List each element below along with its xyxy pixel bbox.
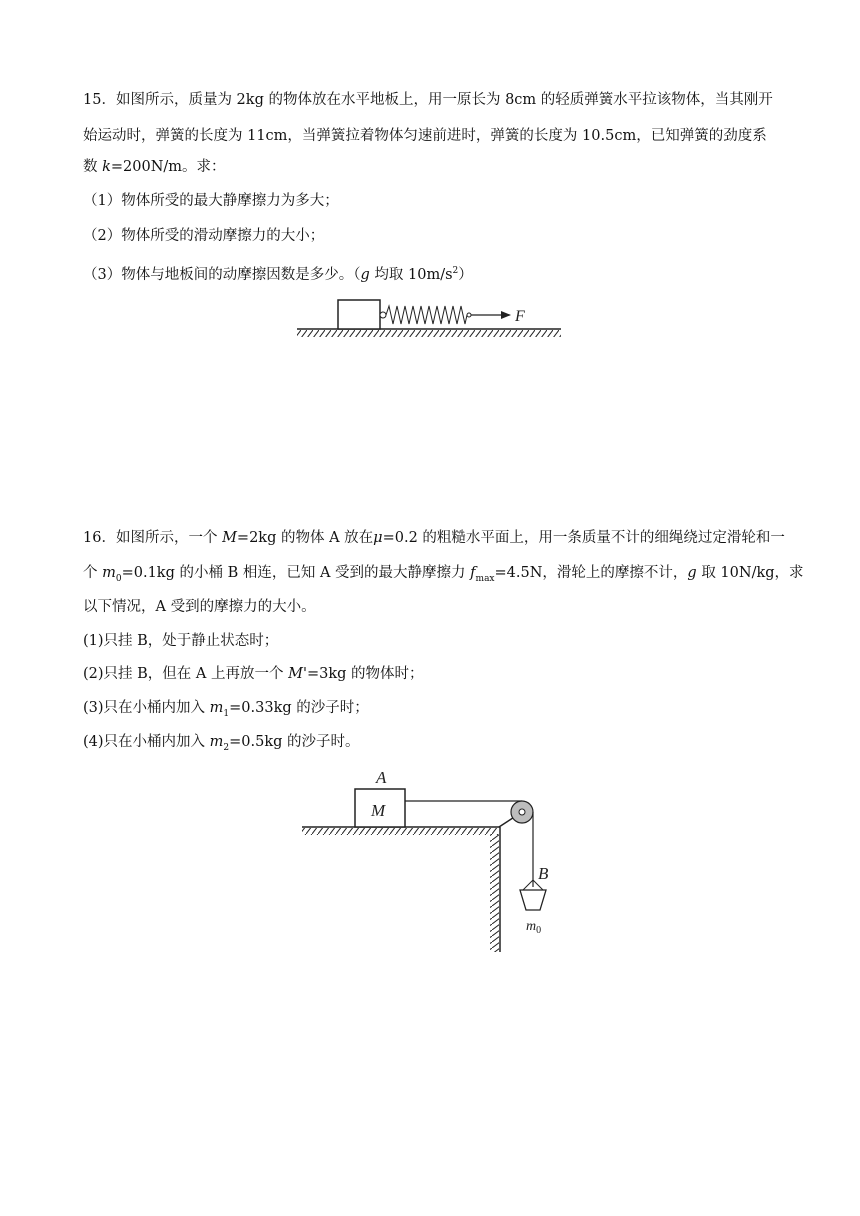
q16-m0-subscript: 0 xyxy=(115,573,122,584)
q16-part-4-b: =0.5kg 的沙子时。 xyxy=(229,734,360,750)
q16-line-2 xyxy=(83,563,804,589)
q15-spring-hook xyxy=(380,312,386,318)
q16-edge-hatch xyxy=(490,834,499,952)
q16-label-B: B xyxy=(538,864,549,883)
q16-bucket-B xyxy=(520,890,546,910)
q15-part-3-suffix: 均取 10m/s xyxy=(369,266,453,283)
q16-part-2-b: =3kg 的物体时； xyxy=(306,666,424,682)
q16-line-1-c: =0.2 的粗糙水平面上，用一条质量不计的细绳绕过定滑轮和一 xyxy=(382,530,785,546)
q15-ground-hatch xyxy=(297,330,561,337)
q16-pulley-figure xyxy=(300,762,570,957)
q16-part-3-b: =0.33kg 的沙子时； xyxy=(229,700,369,716)
q16-bucket-hanger-left xyxy=(523,880,533,890)
q15-spring-figure xyxy=(295,290,565,342)
q15-line-1: 15．如图所示，质量为 2kg 的物体放在水平地板上，用一原长为 8cm 的轻质弹簧水平拉该物体，当其刚开 xyxy=(83,92,773,108)
q15-part-3-prefix: （3）物体与地板间的动摩擦因数是多少。（ xyxy=(83,266,361,283)
q16-line-2-a: 个 xyxy=(83,565,103,581)
q15-spring-end xyxy=(467,313,471,317)
q16-part-2-a: (2)只挂 B，但在 A 上再放一个 xyxy=(83,666,289,682)
q15-part-2: （2）物体所受的滑动摩擦力的大小； xyxy=(83,228,325,244)
q15-part-3-end: ） xyxy=(458,266,473,283)
q16-pulley-axle xyxy=(519,809,525,815)
q15-force-arrowhead xyxy=(501,311,511,319)
q16-line-2-c: =4.5N，滑轮上的摩擦不计， xyxy=(494,565,688,581)
q15-block xyxy=(338,300,380,329)
q16-part-4-a: (4)只在小桶内加入 xyxy=(83,734,210,750)
q16-M-symbol: M xyxy=(222,530,237,546)
q16-g-symbol: g xyxy=(687,565,697,581)
q16-line-2-d: 取 10N/kg，求 xyxy=(696,565,804,581)
q15-g-symbol: g xyxy=(360,266,370,283)
q15-part-3 xyxy=(83,261,473,285)
q16-m2-symbol: m xyxy=(209,734,224,750)
q16-part-3-a: (3)只在小桶内加入 xyxy=(83,700,210,716)
q16-m1-symbol: m xyxy=(209,700,224,716)
q15-exponent: 2 xyxy=(452,266,459,276)
q16-part-2 xyxy=(83,664,424,684)
q15-k-symbol: k xyxy=(102,159,111,175)
q16-m0-symbol: m xyxy=(102,565,116,581)
q16-label-m0 xyxy=(526,919,541,936)
q15-line-3-prefix: 数 xyxy=(83,159,103,175)
q15-label-F: F xyxy=(515,308,525,325)
q16-label-m-sub: 0 xyxy=(536,925,542,936)
q16-line-3: 以下情况，A 受到的摩擦力的大小。 xyxy=(83,599,316,615)
q16-label-m: m xyxy=(526,919,537,934)
q16-line-1-b: =2kg 的物体 A 放在 xyxy=(236,530,374,546)
q15-line-2: 始运动时，弹簧的长度为 11cm，当弹簧拉着物体匀速前进时，弹簧的长度为 10.5cm，已知弹簧的劲度系 xyxy=(83,128,767,144)
q16-m2-subscript: 2 xyxy=(223,742,230,753)
q16-Mprime-symbol: M' xyxy=(288,666,307,682)
q15-part-1: （1）物体所受的最大静摩擦力为多大； xyxy=(83,193,339,209)
q15-line-3 xyxy=(83,157,226,177)
q16-label-A: A xyxy=(376,768,387,787)
q16-f-symbol: f xyxy=(470,565,476,581)
q16-fmax-subscript: max xyxy=(475,573,495,584)
q16-m1-subscript: 1 xyxy=(223,708,230,719)
q16-label-M: M xyxy=(371,801,386,820)
q16-part-1: (1)只挂 B，处于静止状态时； xyxy=(83,633,279,649)
q16-line-1-a: 16．如图所示，一个 xyxy=(83,530,223,546)
q15-spring xyxy=(386,306,467,324)
q15-line-3-suffix: =200N/m。求： xyxy=(110,159,226,175)
q16-line-1 xyxy=(83,528,785,548)
q16-line-2-b: =0.1kg 的小桶 B 相连，已知 A 受到的最大静摩擦力 xyxy=(121,565,471,581)
q16-mu-symbol: μ xyxy=(373,530,383,546)
q16-table-hatch xyxy=(302,828,498,835)
q16-part-4 xyxy=(83,732,360,758)
q16-part-3 xyxy=(83,698,369,724)
